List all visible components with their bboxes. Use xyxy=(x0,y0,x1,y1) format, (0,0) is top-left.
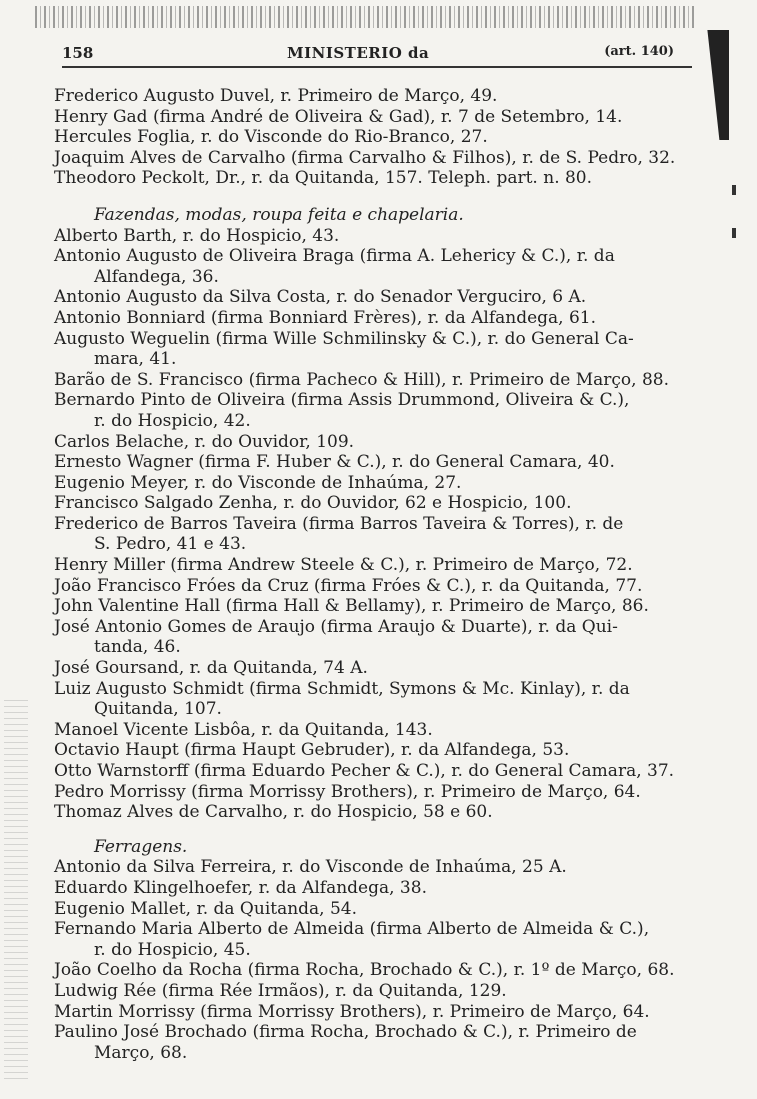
entry: Eugenio Mallet, r. da Quitanda, 54. xyxy=(54,898,358,919)
entry: Joaquim Alves de Carvalho (firma Carvalho & Filhos), r. de S. Pedro, 32. xyxy=(54,147,676,168)
entry: Bernardo Pinto de Oliveira (firma Assis Drummond, Oliveira & C.), xyxy=(54,390,630,411)
section-heading-ferragens: Ferragens. xyxy=(94,836,188,857)
entry: Pedro Morrissy (firma Morrissy Brothers), r. Primeiro de Março, 64. xyxy=(54,781,641,802)
entry: Carlos Belache, r. do Ouvidor, 109. xyxy=(54,431,355,452)
entry: Eduardo Klingelhoefer, r. da Alfandega, 38. xyxy=(54,877,427,898)
running-title: MINISTERIO da xyxy=(287,44,430,62)
entry: Frederico Augusto Duvel, r. Primeiro de Março, 49. xyxy=(54,86,498,106)
directory-body xyxy=(52,86,702,1063)
entry: Theodoro Peckolt, Dr., r. da Quitanda, 157. Teleph. part. n. 80. xyxy=(54,168,593,189)
entry: Hercules Foglia, r. do Visconde do Rio-Branco, 27. xyxy=(54,127,488,148)
entry: Paulino José Brochado (firma Rocha, Brochado & C.), r. Primeiro de xyxy=(54,1022,637,1043)
entry: John Valentine Hall (firma Hall & Bellamy), r. Primeiro de Março, 86. xyxy=(54,596,649,617)
entry-continuation: S. Pedro, 41 e 43. xyxy=(94,534,247,555)
entry: Henry Gad (firma André de Oliveira & Gad), r. 7 de Setembro, 14. xyxy=(54,106,623,127)
entry: João Francisco Fróes da Cruz (firma Fróes & C.), r. da Quitanda, 77. xyxy=(54,575,643,596)
entry: Antonio Bonniard (firma Bonniard Frères), r. da Alfandega, 61. xyxy=(54,307,597,328)
entry: Alberto Barth, r. do Hospicio, 43. xyxy=(54,225,340,246)
entry: Ludwig Rée (firma Rée Irmãos), r. da Quitanda, 129. xyxy=(54,980,507,1001)
entry: Augusto Weguelin (firma Wille Schmilinsky & C.), r. do General Ca- xyxy=(54,328,634,349)
entry-continuation: tanda, 46. xyxy=(94,637,181,658)
entry-continuation: r. do Hospicio, 42. xyxy=(94,410,251,431)
entry: Thomaz Alves de Carvalho, r. do Hospicio, 58 e 60. xyxy=(54,802,493,823)
entry: Antonio Augusto de Oliveira Braga (firma A. Lehericy & C.), r. da xyxy=(54,246,615,267)
entry: Octavio Haupt (firma Haupt Gebruder), r. da Alfandega, 53. xyxy=(54,740,570,761)
entry: Henry Miller (firma Andrew Steele & C.), r. Primeiro de Março, 72. xyxy=(54,555,633,576)
entry: Luiz Augusto Schmidt (firma Schmidt, Symons & Mc. Kinlay), r. da xyxy=(54,678,630,699)
scan-noise-top xyxy=(35,6,697,28)
entry-continuation: Quitanda, 107. xyxy=(94,699,222,720)
scan-edge-dot xyxy=(732,185,736,195)
section-heading-fazendas: Fazendas, modas, roupa feita e chapelaria. xyxy=(94,204,464,225)
entry-continuation: Alfandega, 36. xyxy=(94,266,219,287)
entry: Otto Warnstorff (firma Eduardo Pecher & C.), r. do General Camara, 37. xyxy=(54,761,675,781)
section-fazendas-entries xyxy=(52,226,702,823)
entry: Antonio da Silva Ferreira, r. do Visconde de Inhaúma, 25 A. xyxy=(54,857,567,878)
entry-continuation: mara, 41. xyxy=(94,349,177,370)
entry: Martin Morrissy (firma Morrissy Brothers), r. Primeiro de Março, 64. xyxy=(54,1001,650,1022)
scan-edge-dot xyxy=(732,228,736,238)
entry: Eugenio Meyer, r. do Visconde de Inhaúma, 27. xyxy=(54,472,462,493)
entry: Francisco Salgado Zenha, r. do Ouvidor, 62 e Hospicio, 100. xyxy=(54,493,572,514)
entry: Ernesto Wagner (firma F. Huber & C.), r. do General Camara, 40. xyxy=(54,452,615,473)
scan-edge-mark xyxy=(705,30,729,140)
entry: Manoel Vicente Lisbôa, r. da Quitanda, 143. xyxy=(54,719,433,740)
page-header xyxy=(62,44,692,68)
entry: Frederico de Barros Taveira (firma Barros Taveira & Torres), r. de xyxy=(54,513,624,534)
scan-noise-left xyxy=(4,700,28,1080)
entry: Barão de S. Francisco (firma Pacheco & Hill), r. Primeiro de Março, 88. xyxy=(54,369,670,390)
entry-continuation: Março, 68. xyxy=(94,1042,188,1063)
entry: João Coelho da Rocha (firma Rocha, Brochado & C.), r. 1º de Março, 68. xyxy=(54,960,675,981)
entry: Antonio Augusto da Silva Costa, r. do Senador Verguciro, 6 A. xyxy=(54,287,587,308)
page-number: 158 xyxy=(62,44,94,62)
article-reference: (art. 140) xyxy=(604,44,674,59)
section-ferragens-entries xyxy=(52,857,702,1063)
entry: José Antonio Gomes de Araujo (firma Araujo & Duarte), r. da Qui- xyxy=(54,616,618,637)
entry: José Goursand, r. da Quitanda, 74 A. xyxy=(54,658,368,679)
entry-continuation: r. do Hospicio, 45. xyxy=(94,939,251,960)
entry: Fernando Maria Alberto de Almeida (firma Alberto de Almeida & C.), xyxy=(54,919,650,940)
